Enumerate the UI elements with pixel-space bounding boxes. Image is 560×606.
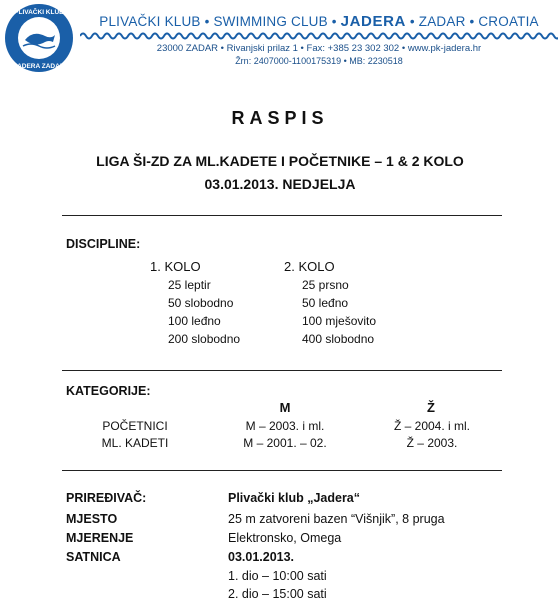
- address-line: 23000 ZADAR • Rivanjski prilaz 1 • Fax: +385 23 302 302 • www.pk-jadera.hr: [156, 43, 482, 54]
- round-1-event: 200 slobodno: [168, 332, 241, 346]
- round-2-event: 100 mješovito: [302, 314, 377, 328]
- schedule-date: 03.01.2013.: [228, 550, 295, 564]
- disciplines-label: DISCIPLINE:: [66, 237, 141, 251]
- svg-text:PLIVAČKI KLUB: PLIVAČKI KLUB: [14, 9, 64, 16]
- document-title: RASPIS: [231, 108, 329, 128]
- round-1-title: 1. KOLO: [150, 259, 201, 274]
- club-logo: [3, 2, 75, 74]
- schedule-label: SATNICA: [66, 550, 121, 564]
- round-1-event: 50 slobodno: [168, 296, 234, 310]
- organizer-label: PRIREĐIVAČ:: [66, 491, 147, 505]
- category-m-years: M – 2003. i ml.: [245, 419, 325, 433]
- category-z-years: Ž – 2003.: [406, 436, 458, 450]
- divider: [62, 370, 502, 371]
- round-1: [150, 258, 240, 348]
- categories-label: KATEGORIJE:: [66, 384, 151, 398]
- venue-label: MJESTO: [66, 512, 118, 526]
- round-1-event: 100 leđno: [168, 314, 221, 328]
- organizer-value: Plivački klub „Jadera“: [228, 491, 361, 505]
- round-2: [284, 258, 376, 348]
- category-name: POČETNICI: [102, 419, 168, 433]
- club-line-jadera: JADERA: [340, 13, 406, 30]
- event-date: 03.01.2013. NEDJELJA: [204, 176, 356, 192]
- category-m-years: M – 2001. – 02.: [243, 436, 327, 450]
- schedule-session: 2. dio – 15:00 sati: [228, 587, 327, 601]
- registration-ids: Žrn: 2407000-1100175319 • MB: 2230518: [235, 56, 403, 66]
- round-2-event: 25 prsno: [302, 278, 349, 292]
- round-1-event: 25 leptir: [168, 278, 211, 292]
- svg-text:JADERA ZADAR: JADERA ZADAR: [13, 63, 65, 70]
- event-title: LIGA ŠI-ZD ZA ML.KADETE I POČETNIKE – 1 & 2 KOLO: [96, 153, 464, 169]
- timing-value: Elektronsko, Omega: [228, 531, 342, 545]
- timing-label: MJERENJE: [66, 531, 134, 545]
- round-2-event: 50 leđno: [302, 296, 349, 310]
- category-name: ML. KADETI: [101, 436, 169, 450]
- schedule-session: 1. dio – 10:00 sati: [228, 569, 327, 583]
- divider: [62, 215, 502, 216]
- category-col-m: M: [279, 400, 291, 415]
- club-name-line: [84, 13, 554, 30]
- venue-value: 25 m zatvoreni bazen “Višnjik”, 8 pruga: [228, 512, 445, 526]
- category-z-years: Ž – 2004. i ml.: [393, 419, 471, 433]
- wave-divider: [80, 30, 558, 42]
- divider: [62, 470, 502, 471]
- round-2-title: 2. KOLO: [284, 259, 335, 274]
- category-col-z: Ž: [427, 400, 435, 415]
- round-2-event: 400 slobodno: [302, 332, 375, 346]
- club-line-part2: • ZADAR • CROATIA: [405, 14, 539, 29]
- club-line-part1: PLIVAČKI KLUB • SWIMMING CLUB •: [99, 14, 341, 29]
